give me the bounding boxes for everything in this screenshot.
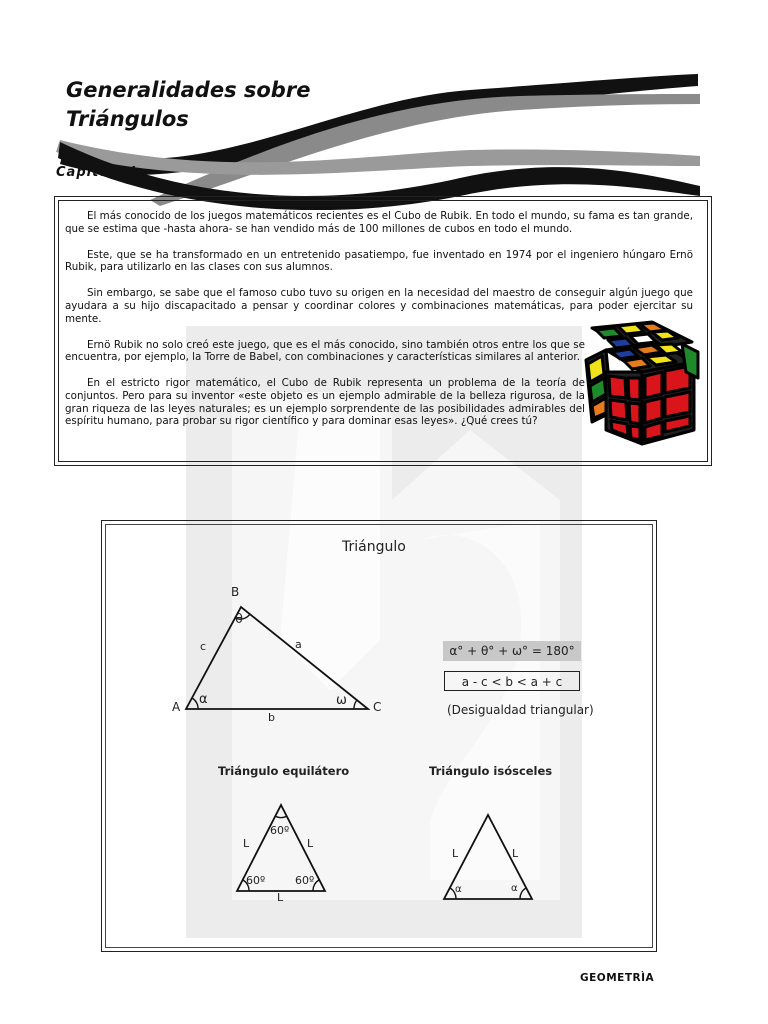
triangle-inequality: a - c < b < a + c bbox=[444, 671, 580, 691]
footer-subject: GEOMETRÌA bbox=[580, 972, 655, 984]
side-b-label: b bbox=[268, 711, 275, 724]
triangle-figure-box bbox=[101, 520, 657, 952]
triangle-diagrams bbox=[102, 521, 658, 953]
isosceles-angle-left: α bbox=[455, 884, 462, 895]
rubiks-cube-illustration bbox=[582, 320, 702, 452]
paragraph-2: Este, que se ha transformado en un entretenido pasatiempo, fue inventado en 1974 por el ingeniero húngaro Ernö Rubik, para utilizarlo en las clases con sus alumnos. bbox=[65, 248, 693, 274]
equilateral-angle-top: 60º bbox=[270, 824, 290, 837]
chapter-label: Capítulo I bbox=[56, 165, 137, 180]
isosceles-angle-right: α bbox=[511, 883, 518, 894]
isosceles-arc-right bbox=[520, 888, 526, 899]
isosceles-side-left: L bbox=[452, 847, 459, 860]
equilateral-side-right: L bbox=[307, 837, 314, 850]
figure-title: Triángulo bbox=[342, 539, 406, 555]
isosceles-title: Triángulo isósceles bbox=[429, 764, 553, 778]
equilateral-angle-right: 60º bbox=[295, 874, 315, 887]
vertex-a-label: A bbox=[172, 700, 181, 714]
side-a-label: a bbox=[295, 638, 302, 651]
title-line-1: Generalidades sobre bbox=[66, 78, 311, 102]
angle-alpha-label: α bbox=[199, 692, 208, 707]
angle-sum-formula: α° + θ° + ω° = 180° bbox=[443, 641, 581, 661]
angle-arc-c bbox=[354, 700, 357, 709]
vertex-b-label: B bbox=[231, 585, 240, 599]
angle-theta-label: θ bbox=[235, 612, 243, 627]
triangle-inequality-note: (Desigualdad triangular) bbox=[447, 703, 594, 717]
equilateral-side-bottom: L bbox=[277, 891, 284, 904]
equilateral-arc-top bbox=[275, 816, 287, 818]
paragraph-3: Sin embargo, se sabe que el famoso cubo tuvo su origen en la necesidad del maestro de conseguir algún juego que ayudara a su hijo discapacitado a pensar y coordinar colores y combinaciones matemáticas, para poder ejercitar su mente. bbox=[65, 287, 693, 325]
equilateral-title: Triángulo equilátero bbox=[218, 764, 350, 778]
vertex-c-label: C bbox=[373, 700, 382, 714]
equilateral-angle-left: 60º bbox=[246, 874, 266, 887]
paragraph-1: El más conocido de los juegos matemáticos recientes es el Cubo de Rubik. En todo el mundo, su fama es tan grande, que se estima que -hasta ahora- se han vendido más de 100 millones de cubos en todo el mundo. bbox=[65, 210, 693, 235]
angle-omega-label: ω bbox=[336, 693, 347, 708]
equilateral-side-left: L bbox=[243, 837, 250, 850]
isosceles-side-right: L bbox=[512, 847, 519, 860]
paragraph-5: En el estricto rigor matemático, el Cubo de Rubik representa un problema de la teoría de conjuntos. Pero para su inventor «este objeto es un ejemplo admirable de la belleza rigurosa, de la gran riqueza de las leyes naturales; es un ejemplo sorprendente de las posibilidades admirables del espíritu humano, para probar su rigor científico y para dominar esas leyes». ¿Qué crees tú? bbox=[65, 377, 585, 428]
paragraph-4: Ernö Rubik no solo creó este juego, que es el más conocido, sino también otros entre los que se encuentra, por ejemplo, la Torre de Babel, con combinaciones y características similares al anterior. bbox=[65, 338, 585, 364]
title-line-2: Triángulos bbox=[66, 107, 189, 131]
page-title bbox=[66, 76, 310, 134]
angle-arc-a bbox=[192, 698, 198, 709]
side-c-label: c bbox=[200, 640, 207, 653]
